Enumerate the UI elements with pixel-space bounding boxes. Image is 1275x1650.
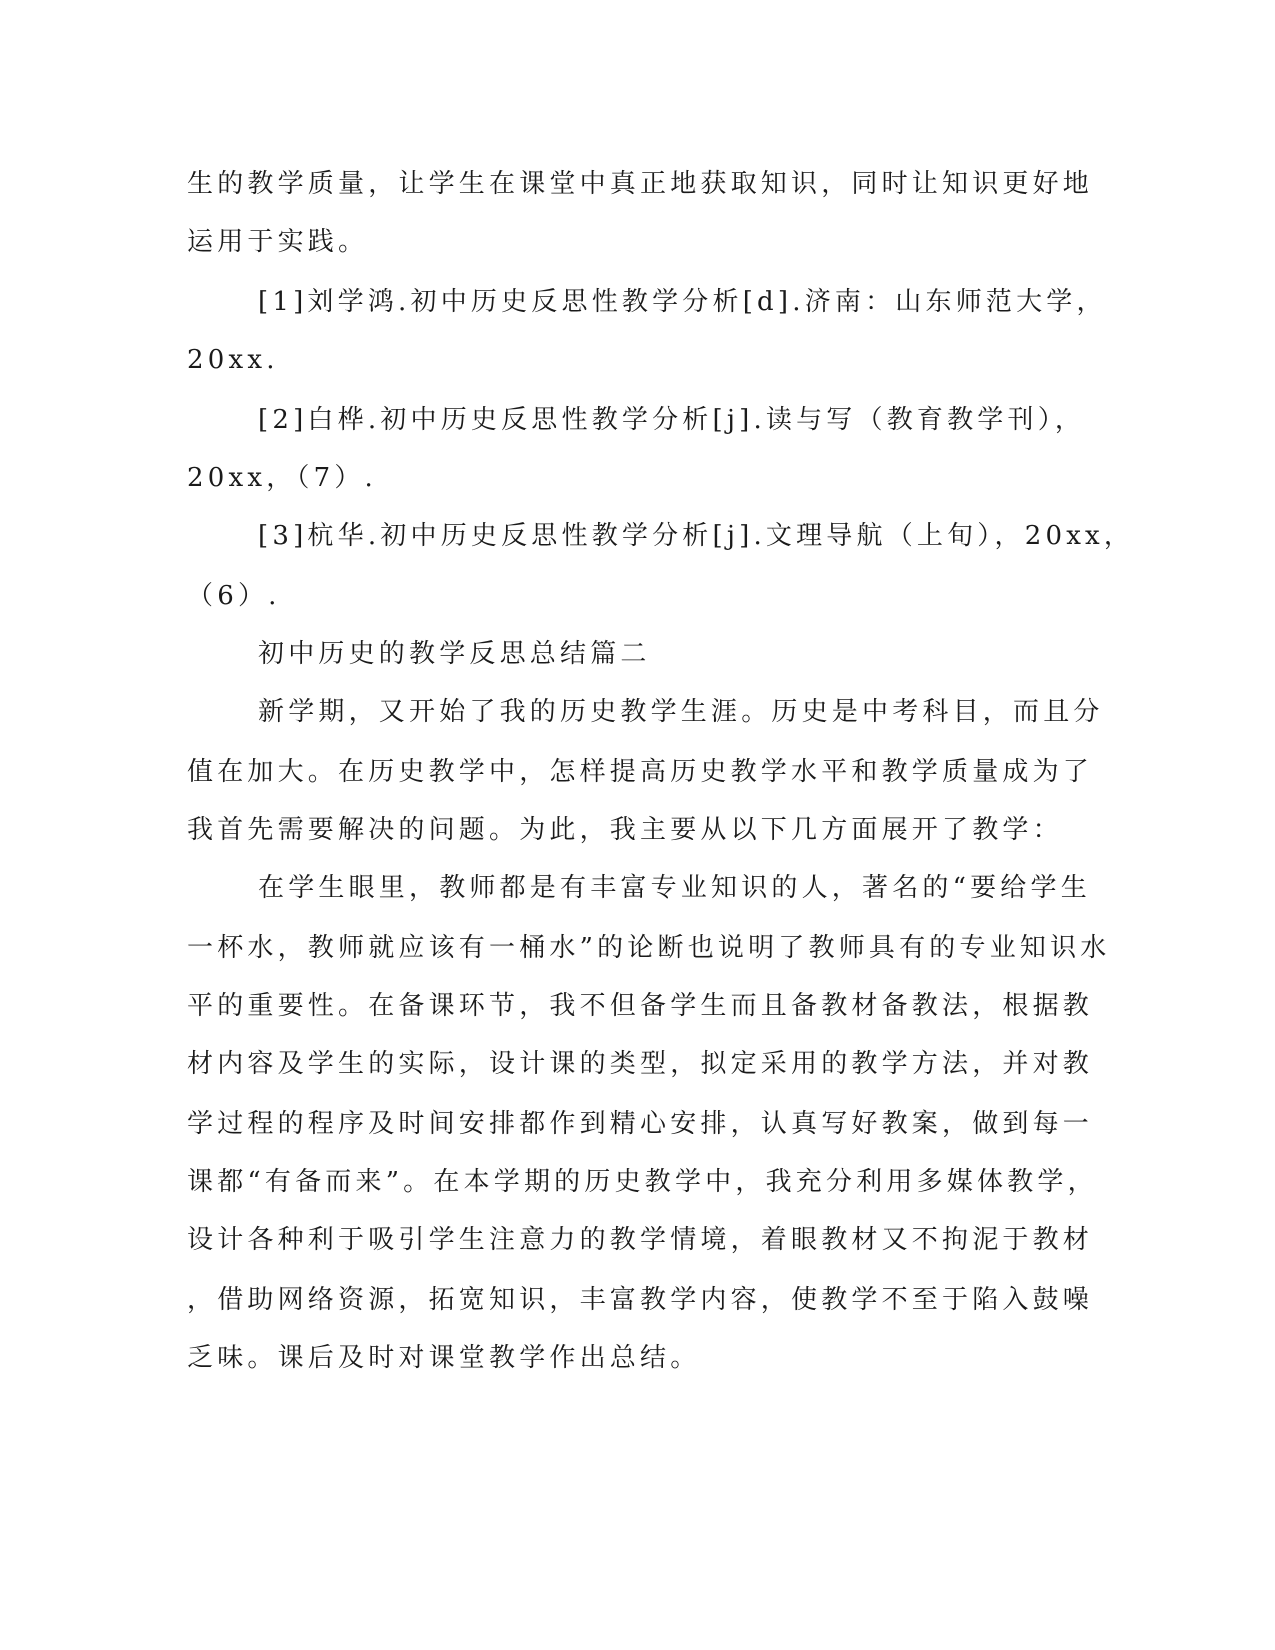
paragraph-line: 材内容及学生的实际，设计课的类型，拟定采用的教学方法，并对教 (187, 1049, 1094, 1079)
paragraph-line: 我首先需要解决的问题。为此，我主要从以下几方面展开了教学： (187, 815, 1063, 845)
paragraph-line: 设计各种利于吸引学生注意力的教学情境，着眼教材又不拘泥于教材 (187, 1225, 1094, 1255)
paragraph-line: 生的教学质量，让学生在课堂中真正地获取知识，同时让知识更好地 (187, 169, 1094, 199)
reference-line: [3]杭华.初中历史反思性教学分析[j].文理导航（上旬），20xx， (258, 521, 1135, 551)
paragraph-line: 在学生眼里，教师都是有丰富专业知识的人，著名的“要给学生 (258, 873, 1091, 903)
paragraph-line: 课都“有备而来”。在本学期的历史教学中，我充分利用多媒体教学， (187, 1167, 1098, 1197)
paragraph-line: 平的重要性。在备课环节，我不但备学生而且备教材备教法，根据教 (187, 991, 1094, 1021)
reference-line: （6）. (187, 581, 281, 611)
reference-line: 20xx，（7）. (187, 463, 378, 493)
paragraph-line: 新学期，又开始了我的历史教学生涯。历史是中考科目，而且分 (258, 697, 1104, 727)
reference-line: [2]白桦.初中历史反思性教学分析[j].读与写（教育教学刊）， (258, 405, 1086, 435)
paragraph-line: 一杯水，教师就应该有一桶水”的论断也说明了教师具有的专业知识水 (187, 933, 1111, 963)
paragraph-line: 运用于实践。 (187, 227, 369, 257)
paragraph-line: 值在加大。在历史教学中，怎样提高历史教学水平和教学质量成为了 (187, 757, 1094, 787)
paragraph-line: 学过程的程序及时间安排都作到精心安排，认真写好教案，做到每一 (187, 1109, 1094, 1139)
reference-line: [1]刘学鸿.初中历史反思性教学分析[d].济南：山东师范大学， (258, 287, 1107, 317)
paragraph-line: ，借助网络资源，拓宽知识，丰富教学内容，使教学不至于陷入鼓噪 (187, 1285, 1094, 1315)
section-heading: 初中历史的教学反思总结篇二 (258, 639, 651, 669)
paragraph-line: 乏味。课后及时对课堂教学作出总结。 (187, 1343, 701, 1373)
reference-line: 20xx. (187, 345, 279, 375)
